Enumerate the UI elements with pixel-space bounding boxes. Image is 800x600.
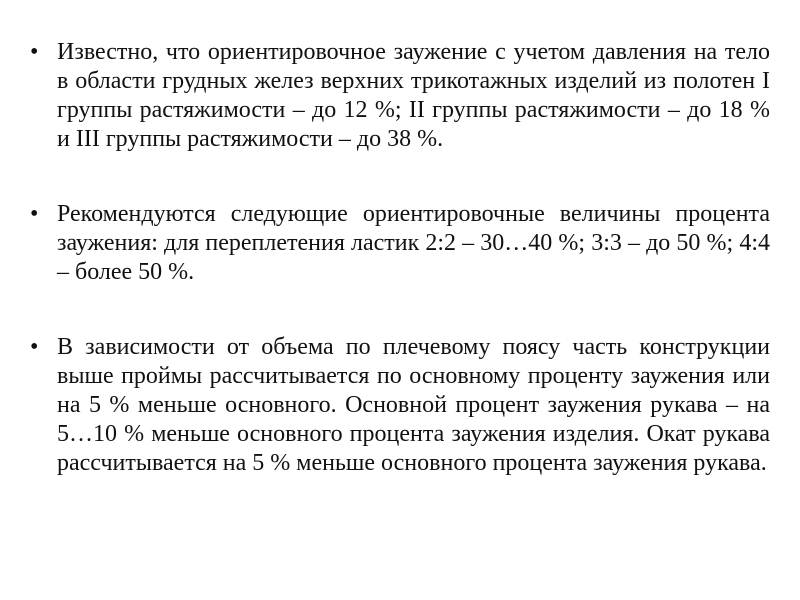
bullet-item-2	[30, 200, 770, 287]
bullet-item-1	[30, 38, 770, 154]
bullet-icon: •	[30, 334, 39, 360]
bullet-list	[30, 38, 770, 478]
bullet-icon: •	[30, 201, 39, 227]
paragraph-text: Рекомендуются следующие ориентировочные величины процента заужения: для переплетения ластик 2:2 – 30…40 %; 3:3 – до 50 %; 4:4 – более 50 %.	[57, 201, 770, 285]
paragraph-text: Известно, что ориентировочное заужение с учетом давления на тело в области грудных желез верхних трикотажных изделий из полотен I группы растяжимости – до 12 %; II группы растяжимости – до 18 % и III группы растяжимости – до 38 %.	[57, 39, 770, 152]
bullet-icon: •	[30, 39, 39, 65]
bullet-item-3	[30, 333, 770, 478]
paragraph-text: В зависимости от объема по плечевому поясу часть конструкции выше проймы рассчитывается по основному проценту заужения или на 5 % меньше основного. Основной процент заужения рукава – на 5…10 % меньше основного процента заужения изделия. Окат рукава рассчитывается на 5 % меньше основного процента заужения рукава.	[57, 334, 770, 476]
